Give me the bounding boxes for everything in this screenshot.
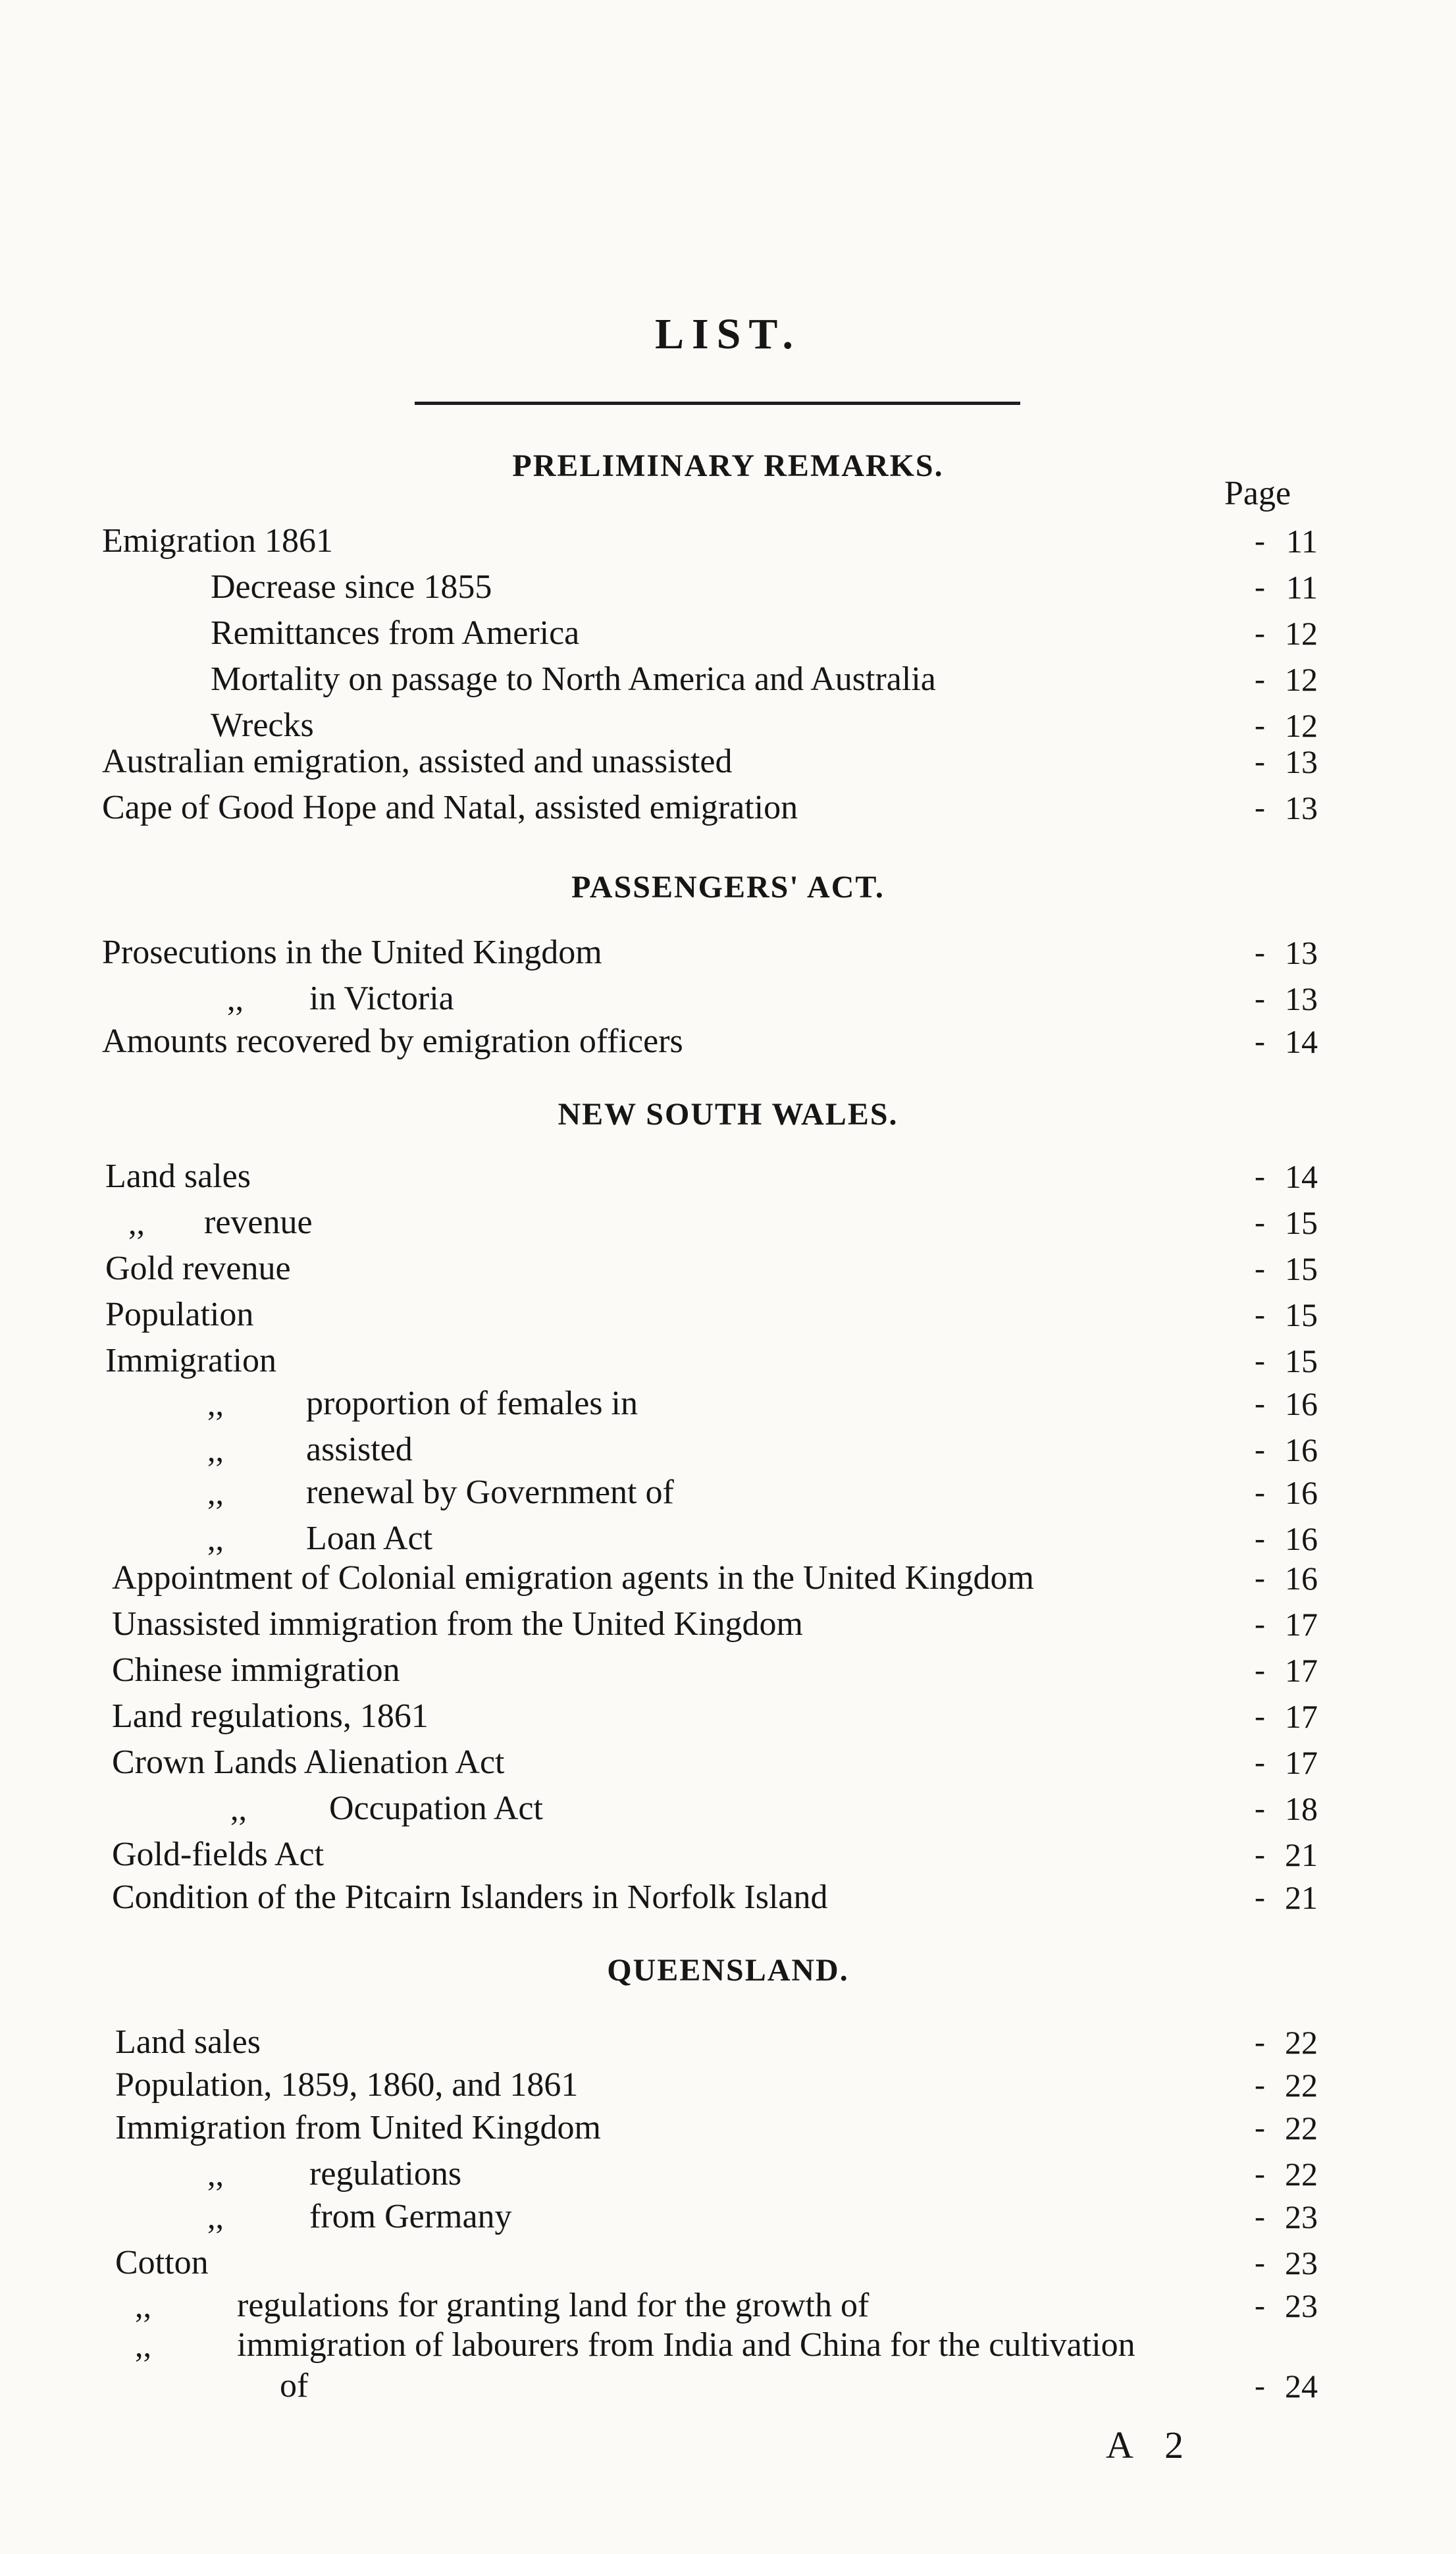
entry-label: assisted: [306, 1431, 413, 1468]
entry-page: 16: [1285, 1560, 1318, 1597]
entry-label: Unassisted immigration from the United Kingdom: [112, 1605, 803, 1643]
section-heading-passengers-act: PASSENGERS' ACT.: [571, 870, 885, 905]
entry-page: 13: [1285, 934, 1318, 971]
entry-label: Wrecks: [211, 706, 314, 744]
list-item: [0, 2064, 1456, 2106]
entry-label: Population: [105, 1296, 254, 1333]
entry-label: Decrease since 1855: [211, 568, 492, 606]
entry-label: Cotton: [115, 2244, 209, 2281]
leader-dash: -: [1255, 1205, 1265, 1240]
leader-dash: -: [1255, 1791, 1265, 1826]
list-item: [0, 1603, 1456, 1645]
entry-label: Immigration: [105, 1342, 276, 1379]
list-item: [0, 1695, 1456, 1738]
ditto-mark: ,,: [207, 1385, 224, 1422]
entry-label: of: [280, 2367, 309, 2405]
ditto-mark: ,,: [207, 1431, 224, 1468]
entry-page: 14: [1285, 1158, 1318, 1195]
entry-label: Gold-fields Act: [112, 1836, 325, 1873]
leader-dash: -: [1255, 1159, 1265, 1194]
list-item: [0, 1742, 1456, 1784]
leader-dash: -: [1255, 1432, 1265, 1467]
entry-page: 21: [1285, 1836, 1318, 1873]
entry-label: Australian emigration, assisted and unassisted: [102, 743, 733, 780]
list-item: [0, 1429, 1456, 1471]
entry-label: proportion of females in: [306, 1385, 638, 1422]
leader-dash: -: [1255, 2025, 1265, 2060]
ditto-mark: ,,: [207, 1474, 224, 1511]
entry-page: 17: [1285, 1744, 1318, 1781]
leader-dash: -: [1255, 2156, 1265, 2191]
leader-dash: -: [1255, 1653, 1265, 1688]
entry-label: Occupation Act: [329, 1790, 543, 1827]
list-item: [0, 566, 1456, 608]
list-item: [0, 1788, 1456, 1830]
entry-page: 11: [1286, 523, 1318, 560]
section-heading-new-south-wales: NEW SOUTH WALES.: [558, 1097, 898, 1132]
entry-page: 15: [1285, 1204, 1318, 1241]
list-item: [0, 1248, 1456, 1290]
ditto-mark: ,,: [207, 2198, 224, 2235]
list-item: [0, 2242, 1456, 2284]
entry-label: Population, 1859, 1860, and 1861: [115, 2066, 579, 2104]
leader-dash: -: [1255, 1521, 1265, 1556]
leader-dash: -: [1255, 570, 1265, 604]
list-item: [0, 1294, 1456, 1336]
entry-label: Mortality on passage to North America and Australia: [211, 660, 936, 698]
entry-page: 16: [1285, 1431, 1318, 1468]
entry-label: Condition of the Pitcairn Islanders in Norfolk Island: [112, 1878, 828, 1916]
leader-dash: -: [1255, 1251, 1265, 1286]
list-item: [0, 520, 1456, 562]
leader-dash: -: [1255, 2199, 1265, 2234]
entry-label: Gold revenue: [105, 1250, 291, 1287]
leader-dash: -: [1255, 2245, 1265, 2280]
list-item: [0, 1876, 1456, 1919]
entry-page: 17: [1285, 1606, 1318, 1643]
entry-page: 15: [1285, 1250, 1318, 1287]
list-item: [0, 2153, 1456, 2195]
entry-label: revenue: [204, 1204, 313, 1241]
ditto-mark: ,,: [230, 1790, 247, 1827]
leader-dash: -: [1255, 790, 1265, 825]
entry-page: 22: [1285, 2156, 1318, 2193]
entry-label: regulations for granting land for the growth of: [237, 2287, 870, 2324]
list-item: [0, 1557, 1456, 1599]
entry-page: 14: [1285, 1023, 1318, 1060]
list-item: [0, 978, 1456, 1020]
leader-dash: -: [1255, 1607, 1265, 1641]
list-item: [0, 1472, 1456, 1514]
entry-label: immigration of labourers from India and China for the cultivation: [237, 2326, 1135, 2364]
section-heading-queensland: QUEENSLAND.: [607, 1953, 849, 1988]
list-item: [0, 2285, 1456, 2327]
leader-dash: -: [1255, 616, 1265, 651]
leader-dash: -: [1255, 2288, 1265, 2323]
entry-page: 16: [1285, 1474, 1318, 1511]
leader-dash: -: [1255, 523, 1265, 558]
list-item: [0, 932, 1456, 974]
ditto-mark: ,,: [135, 2287, 151, 2324]
entry-label: Chinese immigration: [112, 1651, 400, 1689]
entry-page: 21: [1285, 1879, 1318, 1916]
entry-page: 13: [1285, 789, 1318, 826]
entry-label: regulations: [309, 2155, 462, 2193]
entry-label: Loan Act: [306, 1520, 433, 1557]
ditto-mark: ,,: [207, 1520, 224, 1557]
list-item: [0, 2196, 1456, 2238]
leader-dash: -: [1255, 1837, 1265, 1872]
entry-label: Appointment of Colonial emigration agents in the United Kingdom: [112, 1559, 1034, 1597]
ditto-mark: ,,: [227, 980, 244, 1017]
list-item: [0, 1340, 1456, 1382]
entry-page: 13: [1285, 980, 1318, 1017]
entry-label: Cape of Good Hope and Natal, assisted emigration: [102, 789, 798, 826]
leader-dash: -: [1255, 1343, 1265, 1378]
leader-dash: -: [1255, 1297, 1265, 1332]
entry-label: in Victoria: [309, 980, 454, 1017]
title-rule: [415, 402, 1020, 405]
entry-page: 12: [1285, 707, 1318, 744]
leader-dash: -: [1255, 2067, 1265, 2102]
entry-page: 15: [1285, 1296, 1318, 1333]
list-item: [0, 2021, 1456, 2063]
entry-label: Remittances from America: [211, 614, 580, 652]
entry-label: Crown Lands Alienation Act: [112, 1743, 505, 1781]
entry-page: 23: [1285, 2245, 1318, 2281]
entry-label: Land sales: [115, 2023, 261, 2061]
leader-dash: -: [1255, 1475, 1265, 1510]
entry-page: 22: [1285, 2067, 1318, 2104]
list-item: [0, 741, 1456, 783]
ditto-mark: ,,: [128, 1204, 145, 1241]
list-item: [0, 1383, 1456, 1425]
entry-page: 16: [1285, 1520, 1318, 1557]
leader-dash: -: [1255, 2368, 1265, 2403]
list-item: [0, 2107, 1456, 2149]
entry-page: 17: [1285, 1652, 1318, 1689]
entry-label: renewal by Government of: [306, 1474, 674, 1511]
entry-page: 17: [1285, 1698, 1318, 1735]
entry-page: 13: [1285, 743, 1318, 780]
entry-label: Land regulations, 1861: [112, 1697, 429, 1735]
entry-page: 22: [1285, 2024, 1318, 2061]
entry-label: from Germany: [309, 2198, 512, 2235]
leader-dash: -: [1255, 2110, 1265, 2145]
entry-page: 22: [1285, 2110, 1318, 2146]
list-item: [0, 1834, 1456, 1876]
entry-label: Immigration from United Kingdom: [115, 2109, 602, 2146]
entry-page: 24: [1285, 2368, 1318, 2405]
entry-page: 15: [1285, 1343, 1318, 1379]
entry-label: Emigration 1861: [102, 522, 333, 560]
leader-dash: -: [1255, 1699, 1265, 1734]
leader-dash: -: [1255, 935, 1265, 970]
page-column-label: Page: [1224, 475, 1291, 512]
ditto-mark: ,,: [135, 2327, 151, 2364]
leader-dash: -: [1255, 662, 1265, 697]
list-item: [0, 1649, 1456, 1691]
list-item: [0, 658, 1456, 701]
leader-dash: -: [1255, 1560, 1265, 1595]
entry-label: Land sales: [105, 1157, 251, 1195]
leader-dash: -: [1255, 708, 1265, 743]
leader-dash: -: [1255, 744, 1265, 779]
ditto-mark: ,,: [207, 2156, 224, 2193]
page-title: LIST.: [654, 310, 802, 358]
page-folio: A 2: [1106, 2424, 1196, 2466]
entry-page: 11: [1286, 569, 1318, 606]
entry-page: 12: [1285, 615, 1318, 652]
list-item: [0, 1021, 1456, 1063]
list-item: [0, 612, 1456, 654]
list-item: [0, 1202, 1456, 1244]
leader-dash: -: [1255, 1745, 1265, 1780]
entry-page: 23: [1285, 2287, 1318, 2324]
leader-dash: -: [1255, 1880, 1265, 1915]
leader-dash: -: [1255, 981, 1265, 1016]
entry-page: 12: [1285, 661, 1318, 698]
section-heading-preliminary: PRELIMINARY REMARKS.: [512, 448, 944, 483]
entry-label: Amounts recovered by emigration officers: [102, 1023, 683, 1060]
list-item: [0, 2365, 1456, 2407]
entry-page: 18: [1285, 1790, 1318, 1827]
list-item: [0, 1518, 1456, 1560]
leader-dash: -: [1255, 1386, 1265, 1421]
entry-page: 23: [1285, 2198, 1318, 2235]
list-item: [0, 2324, 1456, 2366]
list-item: [0, 1156, 1456, 1198]
entry-page: 16: [1285, 1385, 1318, 1422]
list-item: [0, 787, 1456, 829]
entry-label: Prosecutions in the United Kingdom: [102, 934, 602, 971]
leader-dash: -: [1255, 1024, 1265, 1059]
